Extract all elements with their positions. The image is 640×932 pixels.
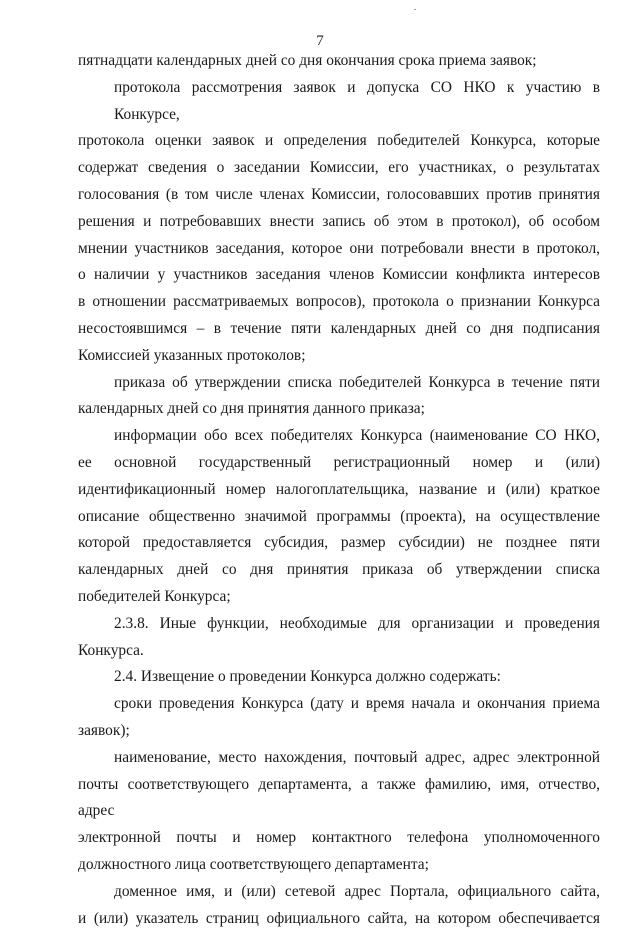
text-line: пятнадцати календарных дней со дня окончания срока приема заявок;: [78, 48, 600, 75]
text-line: протокола рассмотрения заявок и допуска СО НКО к участию в Конкурсе,: [78, 75, 600, 129]
text-line: электронной почты и номер контактного телефона уполномоченного: [78, 825, 600, 852]
text-line: приказа об утверждении списка победителей Конкурса в течение пяти: [78, 370, 600, 397]
text-line: которой предоставляется субсидия, размер субсидии) не позднее пяти: [78, 530, 600, 557]
text-line: должностного лица соответствующего департамента;: [78, 852, 600, 879]
text-line: сроки проведения Конкурса (дату и время начала и окончания приема: [78, 691, 600, 718]
text-line: доменное имя, и (или) сетевой адрес Портала, официального сайта,: [78, 879, 600, 906]
text-line: заявок);: [78, 718, 600, 745]
text-line: мнении участников заседания, которое они потребовали внести в протокол,: [78, 236, 600, 263]
text-line: несостоявшимся – в течение пяти календарных дней со дня подписания: [78, 316, 600, 343]
text-line: информации обо всех победителях Конкурса (наименование СО НКО,: [78, 423, 600, 450]
text-line: 2.4. Извещение о проведении Конкурса должно содержать:: [78, 664, 600, 691]
text-line: ее основной государственный регистрационный номер и (или): [78, 450, 600, 477]
text-line: голосования (в том числе членах Комиссии, голосовавших против принятия: [78, 182, 600, 209]
text-line: календарных дней со дня принятия приказа об утверждении списка: [78, 557, 600, 584]
page-number: 7: [0, 33, 640, 50]
text-line: 2.3.8. Иные функции, необходимые для организации и проведения: [78, 611, 600, 638]
text-line: протокола оценки заявок и определения победителей Конкурса, которые: [78, 128, 600, 155]
text-line: о наличии у участников заседания членов Комиссии конфликта интересов: [78, 262, 600, 289]
text-line: Комиссией указанных протоколов;: [78, 343, 600, 370]
document-body: [78, 48, 600, 932]
text-line: наименование, место нахождения, почтовый адрес, адрес электронной: [78, 745, 600, 772]
text-line: содержат сведения о заседании Комиссии, его участниках, о результатах: [78, 155, 600, 182]
scan-mark: [414, 9, 416, 10]
text-line: календарных дней со дня принятия данного приказа;: [78, 396, 600, 423]
text-line: Конкурса.: [78, 638, 600, 665]
text-line: описание общественно значимой программы (проекта), на осуществление: [78, 504, 600, 531]
text-line: решения и потребовавших внести запись об этом в протокол), об особом: [78, 209, 600, 236]
text-line: почты соответствующего департамента, а также фамилию, имя, отчество, адрес: [78, 772, 600, 826]
text-line: в отношении рассматриваемых вопросов), протокола о признании Конкурса: [78, 289, 600, 316]
text-line: победителей Конкурса;: [78, 584, 600, 611]
text-line: и (или) указатель страниц официального сайта, на котором обеспечивается: [78, 906, 600, 932]
text-line: идентификационный номер налогоплательщика, название и (или) краткое: [78, 477, 600, 504]
